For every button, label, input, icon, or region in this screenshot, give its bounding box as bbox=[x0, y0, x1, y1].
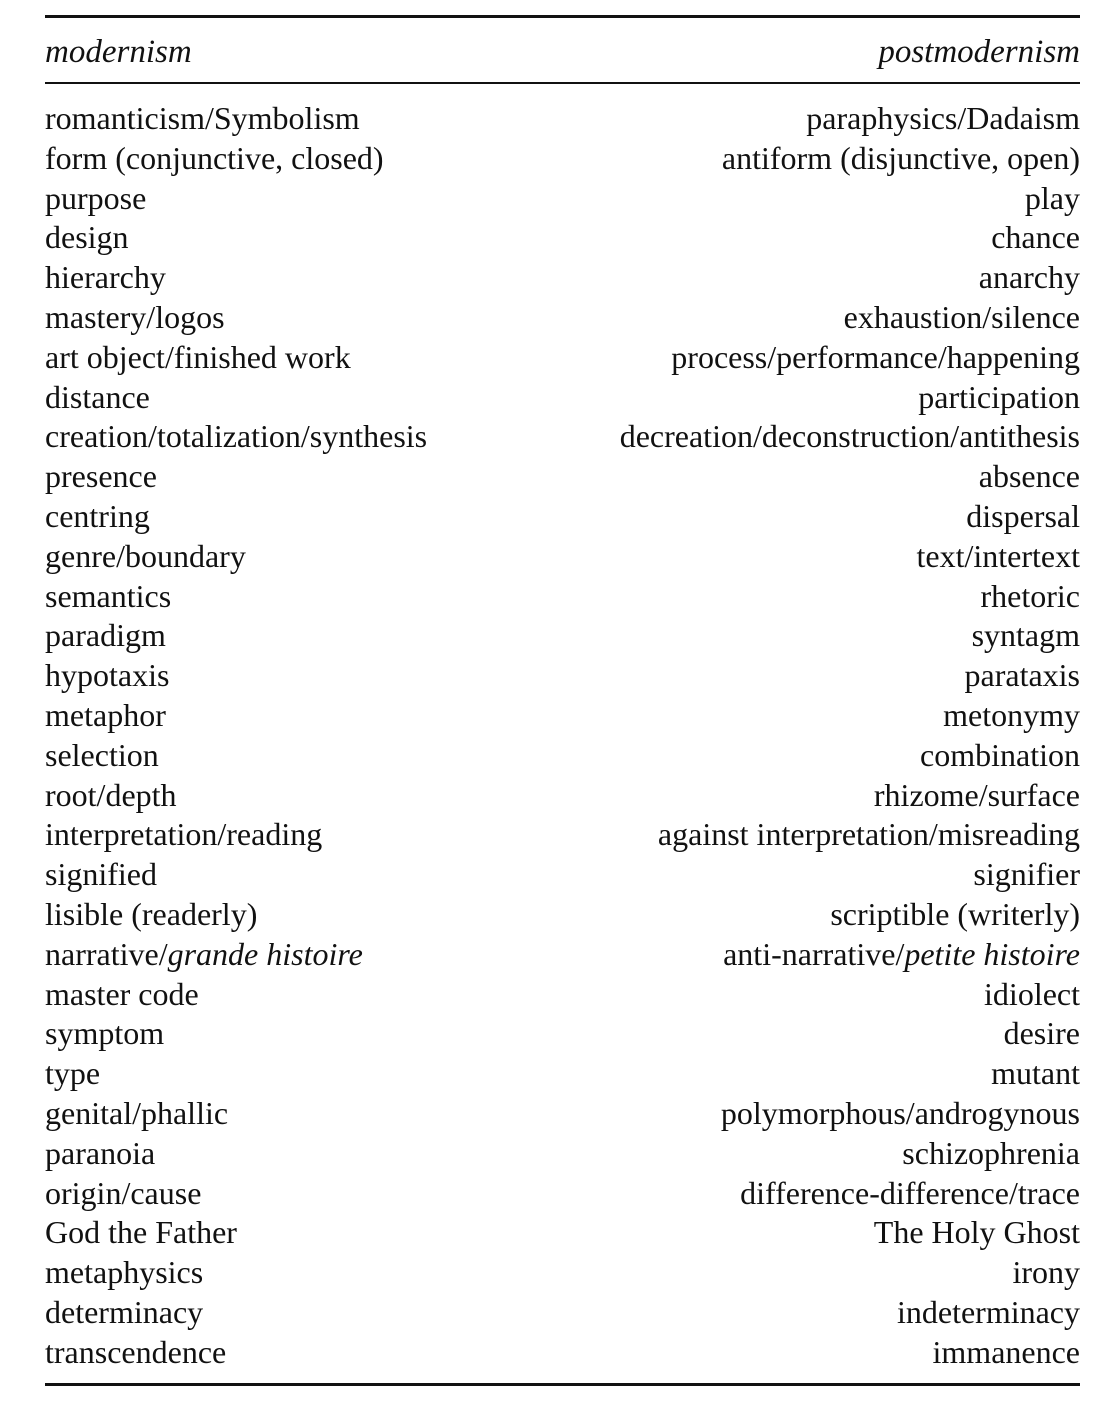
modernism-term-text: transcendence bbox=[45, 1333, 227, 1370]
postmodernism-term bbox=[918, 377, 1080, 417]
table-row bbox=[45, 1332, 1080, 1372]
postmodernism-term-text: against interpretation/misreading bbox=[657, 816, 1080, 853]
postmodernism-term-text: indeterminacy bbox=[896, 1293, 1080, 1330]
postmodernism-term bbox=[830, 894, 1080, 934]
postmodernism-term bbox=[943, 695, 1080, 735]
postmodernism-term bbox=[965, 655, 1081, 695]
modernism-term bbox=[45, 1173, 201, 1213]
comparison-table-body bbox=[45, 98, 1080, 1372]
postmodernism-term-text: rhizome/surface bbox=[873, 776, 1080, 813]
postmodernism-term-text: rhetoric bbox=[980, 577, 1080, 614]
postmodernism-term bbox=[723, 934, 1080, 974]
modernism-term-text: determinacy bbox=[45, 1293, 204, 1330]
postmodernism-term bbox=[991, 1053, 1080, 1093]
postmodernism-term bbox=[920, 735, 1080, 775]
modernism-term-text: selection bbox=[45, 736, 159, 773]
modernism-term bbox=[45, 377, 150, 417]
postmodernism-term-text: irony bbox=[1012, 1254, 1080, 1291]
table-row bbox=[45, 1093, 1080, 1133]
table-row bbox=[45, 814, 1080, 854]
modernism-term-text: metaphor bbox=[45, 696, 166, 733]
postmodernism-term-text: schizophrenia bbox=[902, 1134, 1080, 1171]
table-row bbox=[45, 257, 1080, 297]
modernism-term-text: purpose bbox=[45, 179, 147, 216]
modernism-term bbox=[45, 98, 360, 138]
postmodernism-term-text: play bbox=[1024, 179, 1080, 216]
modernism-term bbox=[45, 536, 246, 576]
table-row bbox=[45, 1292, 1080, 1332]
postmodernism-term bbox=[984, 974, 1080, 1014]
modernism-term-text: romanticism/Symbolism bbox=[45, 100, 360, 136]
table-row bbox=[45, 377, 1080, 417]
postmodernism-term-text: combination bbox=[920, 736, 1080, 773]
postmodernism-term-text: parataxis bbox=[964, 657, 1080, 694]
modernism-term bbox=[45, 1093, 228, 1133]
postmodernism-term-text: participation bbox=[918, 378, 1080, 415]
postmodernism-term-text: decreation/deconstruction/antithesis bbox=[619, 418, 1080, 455]
modernism-term-text: type bbox=[45, 1055, 101, 1092]
modernism-term-text: design bbox=[45, 219, 129, 256]
modernism-term-text: God the Father bbox=[45, 1214, 237, 1251]
postmodernism-term bbox=[933, 1332, 1080, 1372]
modernism-term bbox=[45, 178, 146, 218]
postmodernism-term-text: desire bbox=[1003, 1015, 1080, 1052]
postmodernism-term bbox=[722, 138, 1080, 178]
modernism-term-text: distance bbox=[45, 378, 150, 415]
postmodernism-term bbox=[981, 576, 1081, 616]
postmodernism-term-text: idiolect bbox=[984, 975, 1080, 1012]
table-row bbox=[45, 894, 1080, 934]
postmodernism-term bbox=[1004, 1013, 1080, 1053]
modernism-term bbox=[45, 735, 159, 775]
modernism-term-text: interpretation/reading bbox=[45, 816, 323, 853]
bottom-rule bbox=[45, 1383, 1080, 1386]
postmodernism-term bbox=[917, 536, 1081, 576]
modernism-term-text: paradigm bbox=[45, 617, 166, 654]
modernism-term bbox=[45, 297, 225, 337]
postmodernism-term bbox=[897, 1292, 1080, 1332]
postmodernism-term bbox=[874, 1212, 1080, 1252]
postmodernism-term-text: paraphysics/Dadaism bbox=[806, 100, 1080, 136]
table-row bbox=[45, 974, 1080, 1014]
table-row bbox=[45, 1252, 1080, 1292]
modernism-term bbox=[45, 1252, 203, 1292]
table-row bbox=[45, 297, 1080, 337]
table-row bbox=[45, 1013, 1080, 1053]
table-row bbox=[45, 98, 1080, 138]
modernism-term-text: signified bbox=[45, 856, 157, 893]
table-row bbox=[45, 775, 1080, 815]
header-postmodernism: postmodernism bbox=[878, 34, 1080, 70]
modernism-term-text: form (conjunctive, closed) bbox=[45, 139, 384, 176]
table-row bbox=[45, 1173, 1080, 1213]
postmodernism-term-text: anarchy bbox=[978, 259, 1080, 296]
modernism-term bbox=[45, 655, 169, 695]
modernism-term bbox=[45, 775, 177, 815]
postmodernism-term bbox=[658, 814, 1080, 854]
postmodernism-term-text: mutant bbox=[991, 1055, 1080, 1092]
postmodernism-term bbox=[1025, 178, 1080, 218]
table-row bbox=[45, 934, 1080, 974]
postmodernism-term-text: The Holy Ghost bbox=[873, 1214, 1080, 1251]
postmodernism-term-text: metonymy bbox=[943, 696, 1080, 733]
modernism-term-text: paranoia bbox=[45, 1134, 156, 1171]
table-row bbox=[45, 735, 1080, 775]
postmodernism-term bbox=[740, 1173, 1080, 1213]
modernism-term bbox=[45, 337, 351, 377]
postmodernism-term bbox=[972, 615, 1080, 655]
header-modernism: modernism bbox=[45, 34, 192, 70]
modernism-term bbox=[45, 894, 257, 934]
table-row bbox=[45, 1053, 1080, 1093]
modernism-term bbox=[45, 576, 171, 616]
postmodernism-term-text: absence bbox=[978, 458, 1080, 495]
postmodernism-term bbox=[874, 775, 1080, 815]
postmodernism-term bbox=[973, 854, 1080, 894]
modernism-term bbox=[45, 416, 427, 456]
modernism-term bbox=[45, 1292, 203, 1332]
modernism-term bbox=[45, 934, 363, 974]
modernism-term-text: centring bbox=[45, 497, 150, 534]
postmodernism-term bbox=[721, 1093, 1080, 1133]
modernism-term-text: creation/totalization/synthesis bbox=[45, 418, 428, 455]
modernism-term-text: semantics bbox=[45, 577, 172, 614]
modernism-term bbox=[45, 456, 157, 496]
postmodernism-term bbox=[844, 297, 1080, 337]
modernism-term bbox=[45, 1332, 226, 1372]
modernism-term-text: origin/cause bbox=[45, 1174, 202, 1211]
modernism-term bbox=[45, 217, 129, 257]
postmodernism-term-text: difference-difference/trace bbox=[740, 1174, 1080, 1211]
table-row bbox=[45, 337, 1080, 377]
modernism-term bbox=[45, 854, 157, 894]
table-row bbox=[45, 655, 1080, 695]
table-row bbox=[45, 854, 1080, 894]
modernism-term bbox=[45, 1053, 100, 1093]
modernism-term-text: art object/finished work bbox=[45, 338, 351, 375]
postmodernism-term bbox=[1012, 1252, 1080, 1292]
modernism-term bbox=[45, 615, 166, 655]
modernism-term bbox=[45, 695, 166, 735]
postmodernism-term-text: signifier bbox=[973, 856, 1080, 893]
postmodernism-term-text: antiform (disjunctive, open) bbox=[721, 139, 1080, 176]
postmodernism-term bbox=[620, 416, 1080, 456]
table-row bbox=[45, 496, 1080, 536]
modernism-term-text: root/depth bbox=[45, 776, 177, 813]
modernism-term bbox=[45, 138, 384, 178]
modernism-term-text: hypotaxis bbox=[45, 657, 170, 694]
modernism-term-italic: grande histoire bbox=[167, 935, 363, 972]
postmodernism-term-text: exhaustion/silence bbox=[843, 298, 1080, 335]
postmodernism-term-text: dispersal bbox=[966, 497, 1080, 534]
postmodernism-term bbox=[806, 98, 1080, 138]
modernism-term bbox=[45, 974, 199, 1014]
modernism-term-text: master code bbox=[45, 975, 199, 1012]
table-row bbox=[45, 576, 1080, 616]
table-row bbox=[45, 138, 1080, 178]
modernism-term-text: lisible (readerly) bbox=[45, 895, 258, 932]
modernism-term-text: mastery/logos bbox=[45, 298, 225, 335]
modernism-term-text: presence bbox=[45, 458, 157, 495]
postmodernism-term bbox=[991, 217, 1080, 257]
modernism-term-text: metaphysics bbox=[45, 1254, 204, 1291]
modernism-term bbox=[45, 496, 150, 536]
postmodernism-term bbox=[979, 456, 1080, 496]
modernism-term-text: hierarchy bbox=[45, 259, 166, 296]
table-row bbox=[45, 416, 1080, 456]
table-row bbox=[45, 456, 1080, 496]
table-row bbox=[45, 536, 1080, 576]
modernism-term bbox=[45, 1212, 237, 1252]
table-row bbox=[45, 178, 1080, 218]
table-row bbox=[45, 217, 1080, 257]
modernism-term-text: narrative/ bbox=[45, 935, 168, 972]
modernism-term-text: symptom bbox=[45, 1015, 165, 1052]
table-row bbox=[45, 1212, 1080, 1252]
postmodernism-term-text: text/intertext bbox=[916, 537, 1080, 574]
postmodernism-term bbox=[902, 1133, 1080, 1173]
postmodernism-term bbox=[979, 257, 1080, 297]
postmodernism-term-text: scriptible (writerly) bbox=[830, 895, 1080, 932]
postmodernism-term-text: process/performance/happening bbox=[671, 338, 1080, 375]
table-row bbox=[45, 1133, 1080, 1173]
modernism-term bbox=[45, 814, 322, 854]
postmodernism-term-text: syntagm bbox=[971, 617, 1080, 654]
table-row bbox=[45, 695, 1080, 735]
postmodernism-term-text: polymorphous/androgynous bbox=[720, 1094, 1080, 1131]
modernism-term bbox=[45, 257, 166, 297]
modernism-term bbox=[45, 1133, 155, 1173]
postmodernism-term bbox=[671, 337, 1080, 377]
postmodernism-term-text: anti-narrative/ bbox=[723, 935, 905, 972]
header-rule bbox=[45, 82, 1080, 84]
modernism-term-text: genital/phallic bbox=[45, 1094, 229, 1131]
table-header bbox=[45, 30, 1080, 74]
postmodernism-term-italic: petite histoire bbox=[904, 935, 1080, 972]
postmodernism-term-text: immanence bbox=[932, 1333, 1080, 1370]
postmodernism-term-text: chance bbox=[991, 219, 1080, 256]
modernism-term bbox=[45, 1013, 164, 1053]
table-row bbox=[45, 615, 1080, 655]
modernism-term-text: genre/boundary bbox=[45, 537, 246, 574]
top-rule bbox=[45, 15, 1080, 18]
postmodernism-term bbox=[966, 496, 1080, 536]
